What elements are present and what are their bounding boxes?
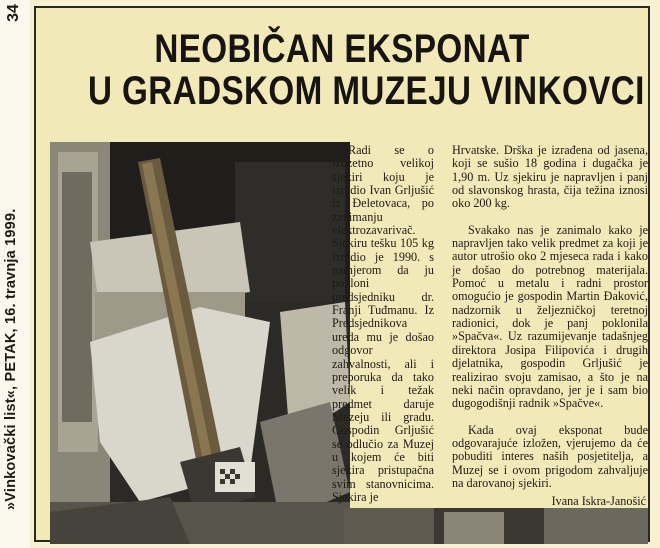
page-number: 34 (4, 4, 22, 22)
headline (88, 27, 645, 113)
col2-paragraph-1: Hrvatske. Drška je izrađena od jasena, koji se sušio 18 godina i dugačka je 1,90 m. Uz sjekiru je napravljen i panj od slavonskog hrasta, čija težina iznosi oko 200 kg. (452, 143, 648, 211)
col1-paragraph: Radi se o izuzetno velikoj sjekiri koju je izradio Ivan Grljušić iz Đeletovaca, po zanimanju elektrozavarivač. Sjekiru tešku 105 kg izradio je 1990. s namjerom da ju pokloni predsjedniku dr. Franji Tuđmanu. Iz Predsjednikova ureda mu je došao odgovor zahvalnosti, ali i preporuka da tako velik i težak predmet daruje Muzeju ili gradu. Gospodin Grljušić se odlučio za Muzej u kojem će biti sjekira pristupačna svim stanovnicima. Sjekira je (332, 143, 434, 504)
col2-paragraph-2: Svakako nas je zanimalo kako je napravljen tako velik predmet za koji je autor utrošio oko 2 mjeseca rada i kako je došao do potrebnog materijala. Pomoć u metalu i radni prostor omogućio je gospodin Martin Đaković, nadzornik u željezničkoj teretnoj radionici, dok je panj poklonila »Spačva«. Uz razumijevanje tadašnjeg direktora Josipa Filipovića i drugih djelatnika, gospodin Grljušić je realizirao svoju zamisao, a što je na neki način opravdano, jer je i sam bio dugogodišnji radnik »Spačve«. (452, 222, 648, 411)
dateline: »Vinkovački list«, PETAK, 16. travnja 1999. (3, 208, 19, 510)
second-photo-partial (344, 508, 648, 544)
col2-paragraph-3: Kada ovaj eksponat bude odgovarajuće izložen, vjerujemo da će pobuditi interes naših posjetitelja, a Muzej se i ovom prigodom zahvaljuje na darovanoj sjekiri. (452, 422, 648, 490)
author-byline: Ivana Iskra-Janošić (551, 494, 646, 508)
text-column-1 (332, 144, 434, 504)
axe-photo (50, 142, 350, 544)
second-photo-drawing (344, 508, 648, 544)
headline-line-2: U GRADSKOM MUZEJU VINKOVCI (88, 69, 645, 113)
headline-line-1: NEOBIČAN EKSPONAT (154, 27, 530, 71)
axe-photo-drawing (50, 142, 350, 544)
article-box (34, 6, 650, 542)
side-strip (0, 0, 30, 548)
text-column-2 (452, 144, 648, 490)
